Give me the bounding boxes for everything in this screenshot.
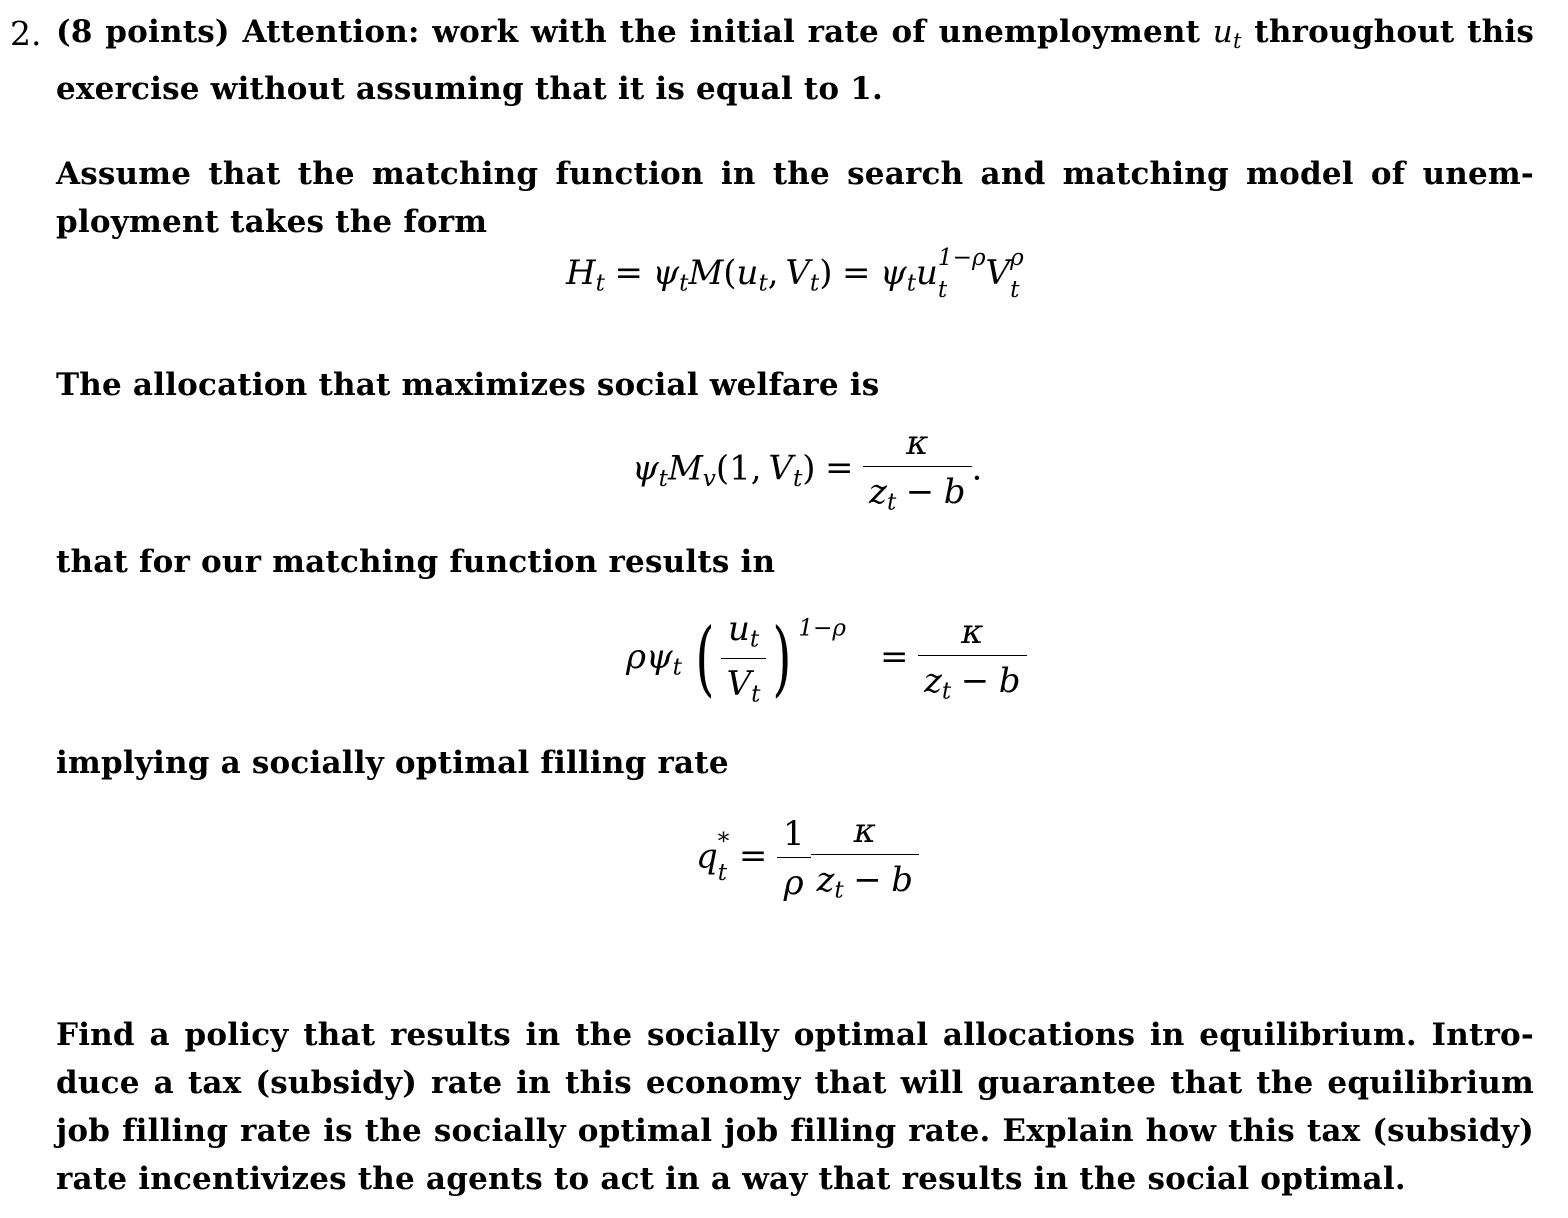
optimal-filling-rate-equation: q * t = $\frac{1}{\rho}$ $\frac{\kappa}{z_t - b}$ <box>696 814 919 903</box>
welfare-intro: The allocation that maximizes social welfare is <box>56 367 880 403</box>
welfare-fraction: $\frac{\kappa}{z_t - b}$ <box>863 426 972 515</box>
result-condition-equation: $\rho\psi_t$ ( $\frac{u_t}{V_t}$ ) $^{1-\rho}$= $\frac{\kappa}{z_t - b}$ <box>626 612 1027 706</box>
filling-intro: implying a socially optimal filling rate <box>56 745 729 781</box>
intro-var-u: $u_t$ <box>1212 14 1242 53</box>
matching-function-equation: $H_t = \psi_tM(u_t$, $V_t) = \psi_tu$ 1−ρ t V ρ t <box>566 245 1024 303</box>
problem-intro-text-2: throughout this exercise without assuming that it is equal to 1. <box>56 14 1534 107</box>
result-intro: that for our matching function results in <box>56 544 776 580</box>
welfare-condition-equation: $\psi_tM_v(1$, $V_t$) = $\frac{\kappa}{z_t - b}$ . <box>632 423 983 516</box>
task-paragraph: Find a policy that results in the socially optimal allocations in equilibrium. Intro-duce a tax (subsidy) rate in this economy that will guarantee that the equilibrium job filling rate is the socially optimal job filling rate. Explain how this tax (subsidy) rate incentivizes the agents to act in a way that results in the social optimal. <box>56 1017 1534 1197</box>
kappa-fraction: $\frac{\kappa}{z_t - b}$ <box>811 814 920 903</box>
one-over-rho-fraction: $\frac{1}{\rho}$ <box>777 817 811 900</box>
problem-number: 2. <box>10 14 42 53</box>
ratio-fraction: $\frac{u_t}{V_t}$ <box>721 612 767 706</box>
result-fraction: $\frac{\kappa}{z_t - b}$ <box>918 615 1027 704</box>
problem-intro <box>56 8 1534 113</box>
matching-intro: Assume that the matching function in the search and matching model of unem-ployment takes the form <box>56 156 1534 240</box>
problem-intro-text-1: (8 points) Attention: work with the initial rate of unemployment <box>56 14 1213 50</box>
